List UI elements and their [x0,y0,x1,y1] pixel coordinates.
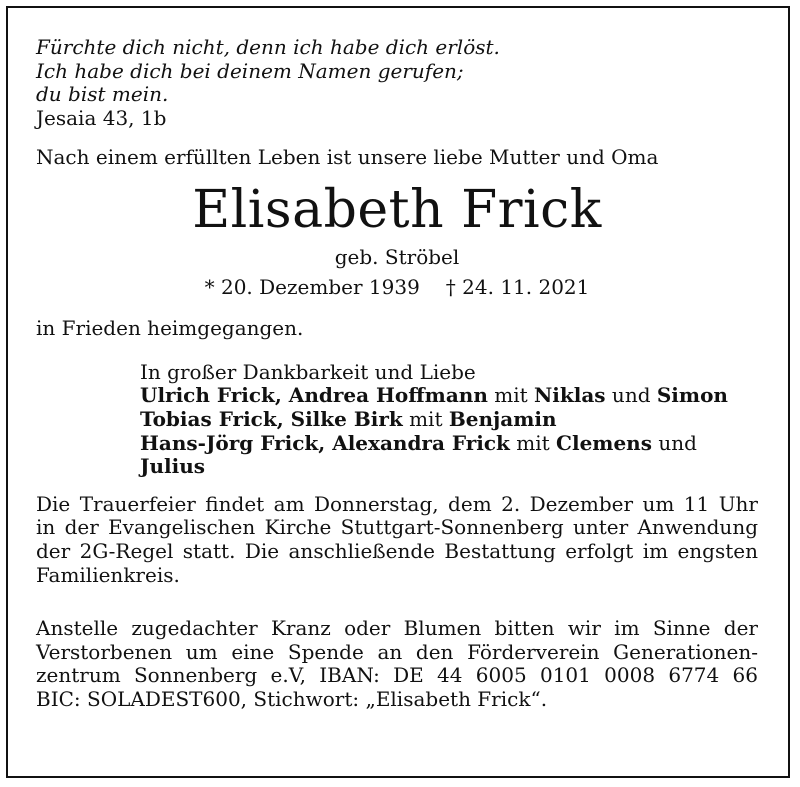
family-names: Hans-Jörg Frick, Alexandra Frick [140,430,510,455]
funeral-line: der 2G-Regel statt. Die anschließende Bestattung erfolgt im engsten [36,538,758,563]
connector-text: mit [487,383,535,408]
grandchild-name: Clemens [556,430,652,455]
grandchild-name: Simon [656,383,728,408]
deceased-name: Elisabeth Frick [192,179,602,240]
connector-text: und [605,383,657,408]
donation-info [36,617,758,711]
verse-reference: Jesaia 43, 1b [36,105,167,130]
donation-line: BIC: SOLADEST600, Stichwort: „Elisabeth Frick“. [36,686,548,711]
verse-line: Fürchte dich nicht, denn ich habe dich erlöst. [36,35,500,59]
funeral-line: in der Evangelischen Kirche Stuttgart-Sonnenberg unter Anwendung [36,515,758,540]
bible-verse [36,36,758,107]
family-signatures [140,361,758,479]
birth-date: * 20. Dezember 1939 [204,274,420,299]
family-lead: In großer Dankbarkeit und Liebe [140,359,476,384]
funeral-info [36,493,758,587]
funeral-line: Die Trauerfeier findet am Donnerstag, dem 2. Dezember um 11 Uhr [36,491,758,516]
birth-name: geb. Ströbel [334,244,460,269]
donation-line: Verstorbenen um eine Spende an den Förderverein Generationen- [36,639,758,664]
grandchild-name: Julius [140,454,205,479]
death-date: † 24. 11. 2021 [445,274,590,299]
obituary-notice [36,36,758,711]
intro-text: Nach einem erfüllten Leben ist unsere liebe Mutter und Oma [36,145,659,170]
grandchild-name: Niklas [534,383,606,408]
family-line [140,384,758,408]
peace-line: in Frieden heimgegangen. [36,316,304,341]
donation-line: Anstelle zugedachter Kranz oder Blumen bitten wir im Sinne der [36,616,758,641]
funeral-line: Familienkreis. [36,562,180,587]
grandchild-name: Benjamin [448,406,557,431]
life-dates [36,276,758,300]
family-names: Tobias Frick, Silke Birk [140,406,403,431]
connector-text: mit [509,430,557,455]
family-line [140,432,758,479]
verse-line: du bist mein. [36,82,169,107]
family-names: Ulrich Frick, Andrea Hoffmann [140,383,488,408]
connector-text: mit [402,406,449,431]
connector-text: und [651,430,697,455]
donation-line: zentrum Sonnenberg e.V, IBAN: DE 44 6005 0101 0008 6774 66 [36,663,758,688]
verse-line: Ich habe dich bei deinem Namen gerufen; [36,58,464,83]
family-line [140,408,758,432]
